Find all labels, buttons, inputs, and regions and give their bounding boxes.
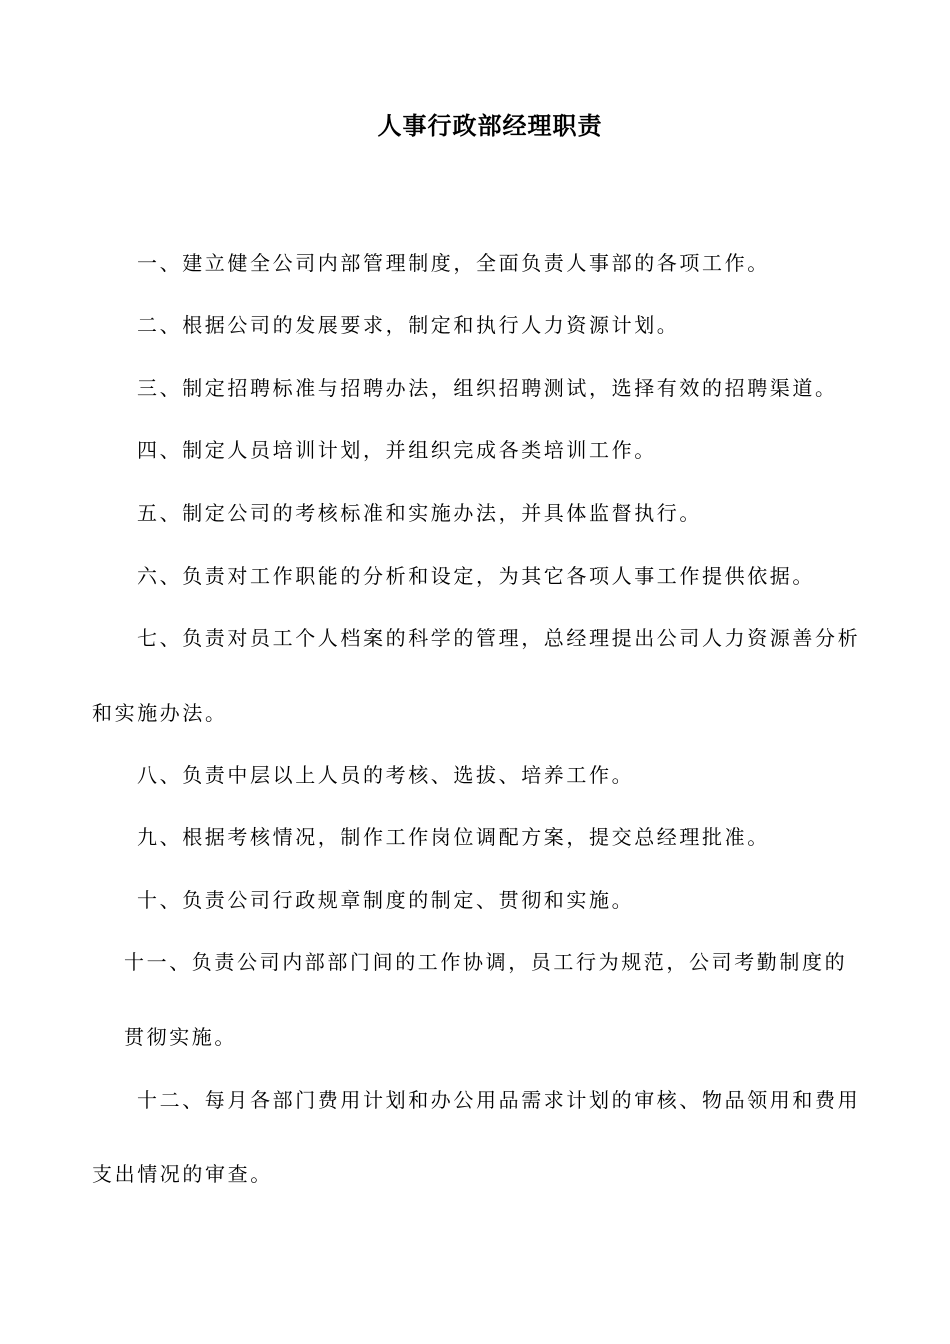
duty-item-11-continuation: 贯彻实施。	[124, 1025, 237, 1049]
duty-item-1: 一、建立健全公司内部管理制度，全面负责人事部的各项工作。	[137, 251, 770, 275]
duty-item-9: 九、根据考核情况，制作工作岗位调配方案，提交总经理批准。	[137, 825, 770, 849]
document-title: 人事行政部经理职责	[377, 111, 603, 140]
duty-item-7-continuation: 和实施办法。	[92, 701, 228, 725]
duty-item-6: 六、负责对工作职能的分析和设定，为其它各项人事工作提供依据。	[137, 564, 815, 588]
duty-item-8: 八、负责中层以上人员的考核、选拔、培养工作。	[137, 763, 635, 787]
duty-item-4: 四、制定人员培训计划，并组织完成各类培训工作。	[137, 438, 657, 462]
duty-item-5: 五、制定公司的考核标准和实施办法，并具体监督执行。	[137, 501, 702, 525]
duty-item-10: 十、负责公司行政规章制度的制定、贯彻和实施。	[137, 888, 635, 912]
duty-item-12: 十二、每月各部门费用计划和办公用品需求计划的审核、物品领用和费用	[137, 1088, 861, 1112]
duty-item-7: 七、负责对员工个人档案的科学的管理，总经理提出公司人力资源善分析	[137, 626, 861, 650]
duty-item-3: 三、制定招聘标准与招聘办法，组织招聘测试，选择有效的招聘渠道。	[137, 376, 838, 400]
duty-item-12-continuation: 支出情况的审查。	[92, 1162, 273, 1186]
duty-item-2: 二、根据公司的发展要求，制定和执行人力资源计划。	[137, 313, 680, 337]
duty-item-11: 十一、负责公司内部部门间的工作协调，员工行为规范，公司考勤制度的	[124, 950, 848, 974]
